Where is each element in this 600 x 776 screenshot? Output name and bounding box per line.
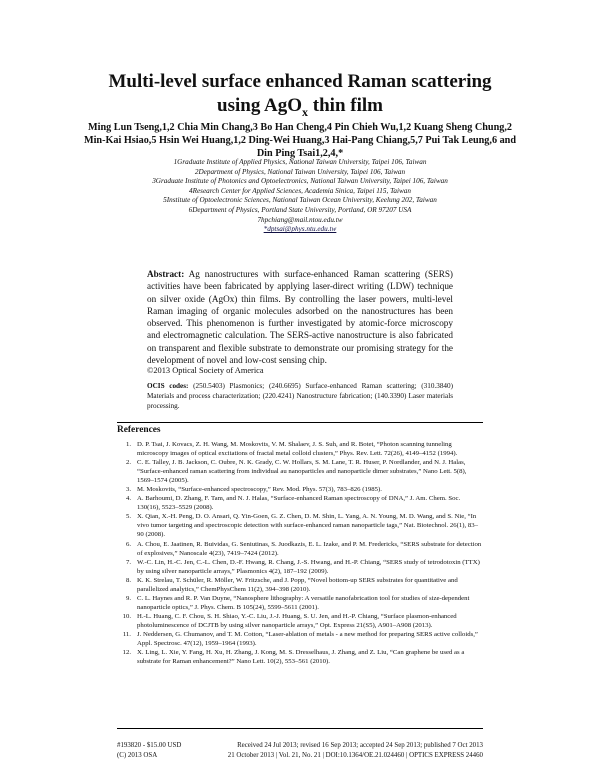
footer-dates: Received 24 Jul 2013; revised 16 Sep 2013; accepted 24 Sep 2013; published 7 Oct 2013: [237, 742, 483, 749]
affiliation-1: 1Graduate Institute of Applied Physics, National Taiwan University, Taipei 106, Taiwan: [173, 158, 427, 166]
footer-divider: [117, 728, 483, 729]
copyright-notice: ©2013 Optical Society of America: [147, 366, 264, 375]
reference-text: C. L. Haynes and R. P. Van Duyne, “Nanosphere lithography: A versatile nanofabrication tool for studies of size-dependent nanoparticle optics,” J. Phys. Chem. B 105(24), 5599–5611 (2001).: [137, 594, 470, 611]
reference-item: [117, 512, 483, 539]
reference-item: [117, 540, 483, 558]
reference-item: [117, 648, 483, 666]
footer-copyright: (C) 2013 OSA: [117, 752, 158, 759]
abstract-text: Ag nanostructures with surface-enhanced Raman scattering (SERS) activities have been fabricated by applying laser-direct writing (LDW) technique on silver oxide (AgOx) thin films. By controlling the laser powers, multi-level Raman imaging of organic molecules adsorbed on the nanostructures has been observed. This phenomenon is further investigated by atomic-force microscopy and electromagnetic calculation. The SERS-active nanostructure is also fabricated on transparent and flexible substrate to demonstrate our promising strategy for the development of novel and low-cost sensing chip.: [147, 269, 453, 366]
reference-number: 12.: [122, 649, 131, 657]
author-list: Ming Lun Tseng,1,2 Chia Min Chang,3 Bo Han Cheng,4 Pin Chieh Wu,1,2 Kuang Sheng Chung,2 Min-Kai Hsiao,5 Hsin Wei Huang,1,2 Ding-Wei Huang,3 Hai-Pang Chiang,5,7 Pui Tak Leung,6 and Din Ping Tsai1,2,4,*: [83, 122, 517, 159]
reference-number: 4.: [125, 495, 131, 503]
footer-price: #193820 - $15.00 USD: [117, 742, 182, 749]
title-line-2-prefix: using AgO: [217, 95, 303, 116]
reference-item: [117, 494, 483, 512]
reference-item: [117, 594, 483, 612]
footer-journal-info: 21 October 2013 | Vol. 21, No. 21 | DOI:10.1364/OE.21.024460 | OPTICS EXPRESS 24460: [227, 752, 483, 759]
reference-text: X. Qian, X.-H. Peng, D. O. Ansari, Q. Yin-Goen, G. Z. Chen, D. M. Shin, L. Yang, A. N. Young, M. D. Wang, and S. Nie, “In vivo tumor targeting and spectroscopic detection with surface-enhanced raman nanoparticle tags,” Nat. Biotechnol. 26(1), 83–90 (2008).: [137, 513, 479, 539]
title-line-1: Multi-level surface enhanced Raman scattering: [108, 71, 492, 92]
reference-item: [117, 630, 483, 648]
reference-item: [117, 458, 483, 485]
references-top-divider: [117, 422, 483, 423]
reference-number: 11.: [122, 630, 131, 638]
reference-number: 7.: [125, 558, 131, 566]
reference-text: W.-C. Lin, H.-C. Jen, C.-L. Chen, D.-F. Hwang, R. Chang, J.-S. Hwang, and H.-P. Chiang, “SERS study of tetrodotoxin (TTX) by using silver nanoparticle arrays,” Plasmonics 4(2), 187–192 (2009).: [137, 558, 480, 575]
abstract: [147, 268, 453, 366]
reference-number: 1.: [125, 441, 131, 448]
ocis-label: OCIS codes:: [147, 382, 189, 390]
reference-text: A. Barhoumi, D. Zhang, F. Tam, and N. J. Halas, “Surface-enhanced Raman spectroscopy of DNA,” J. Am. Chem. Soc. 130(16), 5523–5529 (2008).: [137, 495, 461, 512]
abstract-label: Abstract:: [147, 269, 185, 279]
title-subscript: x: [302, 104, 309, 119]
references-heading: References: [117, 425, 161, 435]
reference-number: 2.: [125, 459, 131, 467]
reference-text: M. Moskovits, “Surface-enhanced spectroscopy,” Rev. Mod. Phys. 57(3), 783–826 (1985).: [137, 486, 382, 494]
title-line-2-suffix: thin film: [308, 95, 383, 116]
reference-number: 9.: [125, 594, 131, 602]
reference-number: 5.: [125, 513, 131, 521]
reference-item: [117, 576, 483, 594]
title-line-2: [217, 95, 383, 119]
reference-item: [117, 612, 483, 630]
reference-number: 10.: [122, 612, 131, 620]
paper-title: [90, 70, 510, 124]
affiliation-2: 2Department of Physics, National Taiwan University, Taipei 106, Taiwan: [194, 167, 406, 176]
footer-line-2: [117, 752, 483, 759]
reference-number: 3.: [125, 486, 131, 494]
reference-text: D. P. Tsai, J. Kovacs, Z. H. Wang, M. Moskovits, V. M. Shalaev, J. S. Suh, and R. Botet, “Photon scanning tunneling microscopy images of optical excitations of fractal metal colloid clusters,” Phys. Rev. Lett. 72(26), 4149–4152 (1994).: [137, 441, 458, 458]
email-dptsai-link[interactable]: *dptsai@phys.ntu.edu.tw: [263, 225, 337, 234]
reference-item: [117, 440, 483, 458]
affiliation-4: 4Research Center for Applied Sciences, Academia Sinica, Taipei 115, Taiwan: [189, 186, 411, 195]
reference-text: K. K. Strelau, T. Schüler, R. Möller, W. Fritzsche, and J. Popp, “Novel bottom-up SERS substrates for quantitative and parallelized analytics,” ChemPhysChem 11(2), 394–398 (2010).: [137, 576, 458, 593]
email-hpchiang-link[interactable]: 7hpchiang@mail.ntou.edu.tw: [257, 215, 343, 224]
affiliation-5: 5Institute of Optoelectronic Sciences, National Taiwan Ocean University, Keelung 202, Taiwan: [163, 196, 437, 205]
reference-number: 8.: [125, 576, 131, 584]
reference-text: A. Chou, E. Jaatinen, R. Buividas, G. Seniutinas, S. Juodkazis, E. L. Izake, and P. M. Fredericks, “SERS substrate for detection of explosives,” Nanoscale 4(23), 7419–7424 (2012).: [137, 540, 482, 557]
affiliations: [80, 158, 520, 235]
reference-text: J. Neddersen, G. Chumanov, and T. M. Cotton, “Laser-ablation of metals - a new method for preparing SERS active colloids,” Appl. Spectrosc. 47(12), 1959–1964 (1993).: [137, 630, 478, 648]
affiliation-3: 3Graduate Institute of Photonics and Optoelectronics, National Taiwan University, Taipei 106, Taiwan: [152, 177, 448, 186]
reference-text: C. E. Talley, J. B. Jackson, C. Oubre, N. K. Grady, C. W. Hollars, S. M. Lane, T. R. Huser, P. Nordlander, and N. J. Halas, “Surface-enhanced raman scattering from individual au nanoparticles and nanoparticle dimer substrates,” Nano Lett. 5(8), 1569–1574 (2005).: [137, 459, 467, 485]
reference-item: [117, 485, 483, 494]
ocis-text: (250.5403) Plasmonics; (240.6695) Surface-enhanced Raman scattering; (310.3840) Materials and process characterization; (220.4241) Nanostructure fabrication; (140.3390) Laser materials processing.: [147, 382, 453, 410]
ocis-codes: [147, 382, 453, 411]
reference-list: [117, 440, 483, 666]
reference-text: X. Ling, L. Xie, Y. Fang, H. Xu, H. Zhang, J. Kong, M. S. Dresselhaus, J. Zhang, and Z. Liu, “Can graphene be used as a substrate for Raman enhancement?” Nano Lett. 10(2), 553–561 (2010).: [137, 649, 465, 666]
reference-number: 6.: [125, 540, 131, 548]
reference-item: [117, 558, 483, 576]
affiliation-6: 6Department of Physics, Portland State University, Portland, OR 97207 USA: [188, 205, 412, 214]
footer-line-1: [117, 742, 483, 749]
reference-text: H.-L. Huang, C. F. Chou, S. H. Shiao, Y.-C. Liu, J.-J. Huang, S. U. Jen, and H.-P. Chiang, “Surface plasmon-enhanced photoluminescence of DCJTB by using silver nanoparticle arrays,” Opt. Express 21(S5), A901–A908 (2013).: [137, 612, 457, 629]
